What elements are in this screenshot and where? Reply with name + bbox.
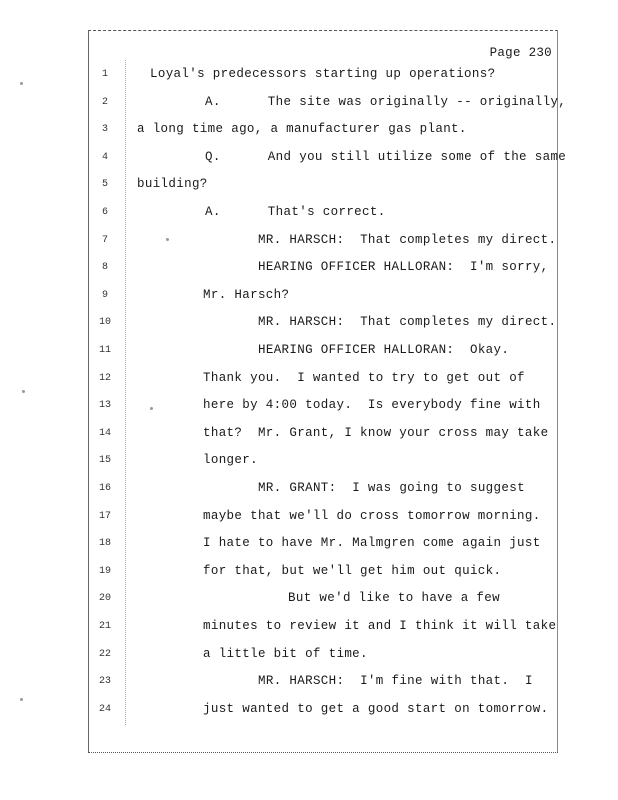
transcript-line: MR. GRANT: I was going to suggest bbox=[258, 481, 525, 495]
line-number: 1 bbox=[101, 69, 108, 80]
line-number: 5 bbox=[101, 179, 108, 191]
transcript-line: MR. HARSCH: I'm fine with that. I bbox=[258, 674, 533, 689]
right-border bbox=[557, 30, 559, 753]
transcript-line: for that, but we'll get him out quick. bbox=[203, 563, 502, 578]
transcript-line: maybe that we'll do cross tomorrow morning. bbox=[203, 508, 541, 523]
transcript-line: building? bbox=[137, 177, 208, 192]
line-number: 7 bbox=[101, 234, 108, 246]
transcript-line: MR. HARSCH: That completes my direct. bbox=[258, 315, 557, 330]
line-number: 22 bbox=[98, 648, 111, 660]
line-number: 2 bbox=[101, 96, 108, 108]
scan-speck bbox=[150, 407, 153, 410]
line-number: 10 bbox=[98, 317, 111, 329]
transcript-line: a little bit of time. bbox=[203, 646, 368, 661]
transcript-line: Mr. Harsch? bbox=[203, 287, 290, 302]
line-number: 13 bbox=[98, 400, 111, 412]
line-number: 21 bbox=[98, 621, 111, 632]
line-number: 14 bbox=[98, 427, 111, 439]
transcript-line: A. That's correct. bbox=[205, 205, 386, 219]
scan-speck bbox=[166, 238, 169, 241]
transcript-line: HEARING OFFICER HALLORAN: I'm sorry, bbox=[258, 260, 549, 275]
line-number: 19 bbox=[98, 565, 111, 577]
line-number: 12 bbox=[98, 372, 111, 384]
line-number: 8 bbox=[101, 262, 108, 274]
bottom-border bbox=[88, 752, 558, 754]
scan-speck bbox=[20, 698, 23, 701]
line-number: 11 bbox=[98, 345, 111, 356]
line-number: 17 bbox=[98, 510, 111, 522]
transcript-line: longer. bbox=[203, 453, 258, 468]
transcript-line: MR. HARSCH: That completes my direct. bbox=[258, 232, 557, 247]
page-number: Page 230 bbox=[489, 46, 552, 60]
line-number: 16 bbox=[98, 483, 111, 494]
line-number: 3 bbox=[101, 124, 108, 136]
scan-speck bbox=[22, 390, 25, 393]
line-number: 4 bbox=[101, 151, 108, 163]
transcript-line: that? Mr. Grant, I know your cross may take bbox=[203, 425, 549, 440]
line-number: 24 bbox=[98, 703, 111, 715]
transcript-line: Q. And you still utilize some of the same bbox=[205, 149, 567, 164]
transcript-line: A. The site was originally -- originally, bbox=[205, 94, 567, 109]
line-number: 15 bbox=[98, 455, 111, 467]
line-number: 23 bbox=[98, 676, 111, 688]
transcript-line: a long time ago, a manufacturer gas plant. bbox=[137, 122, 467, 137]
transcript-line: HEARING OFFICER HALLORAN: Okay. bbox=[258, 343, 510, 357]
transcript-line: here by 4:00 today. Is everybody fine with bbox=[203, 398, 541, 413]
line-number: 9 bbox=[101, 289, 108, 301]
line-number: 20 bbox=[98, 593, 111, 605]
left-border bbox=[88, 30, 90, 753]
transcript-line: minutes to review it and I think it will take bbox=[203, 619, 557, 633]
transcript-line: I hate to have Mr. Malmgren come again just bbox=[203, 536, 541, 551]
transcript-line: just wanted to get a good start on tomorrow. bbox=[203, 701, 549, 716]
line-number: 6 bbox=[101, 207, 108, 218]
line-number: 18 bbox=[98, 538, 111, 550]
transcript-line: Loyal's predecessors starting up operations? bbox=[150, 67, 496, 81]
scan-speck bbox=[20, 82, 23, 85]
transcript-line: But we'd like to have a few bbox=[288, 591, 500, 606]
line-number-margin bbox=[125, 60, 127, 725]
transcript-line: Thank you. I wanted to try to get out of bbox=[203, 370, 525, 385]
top-border bbox=[88, 30, 558, 32]
